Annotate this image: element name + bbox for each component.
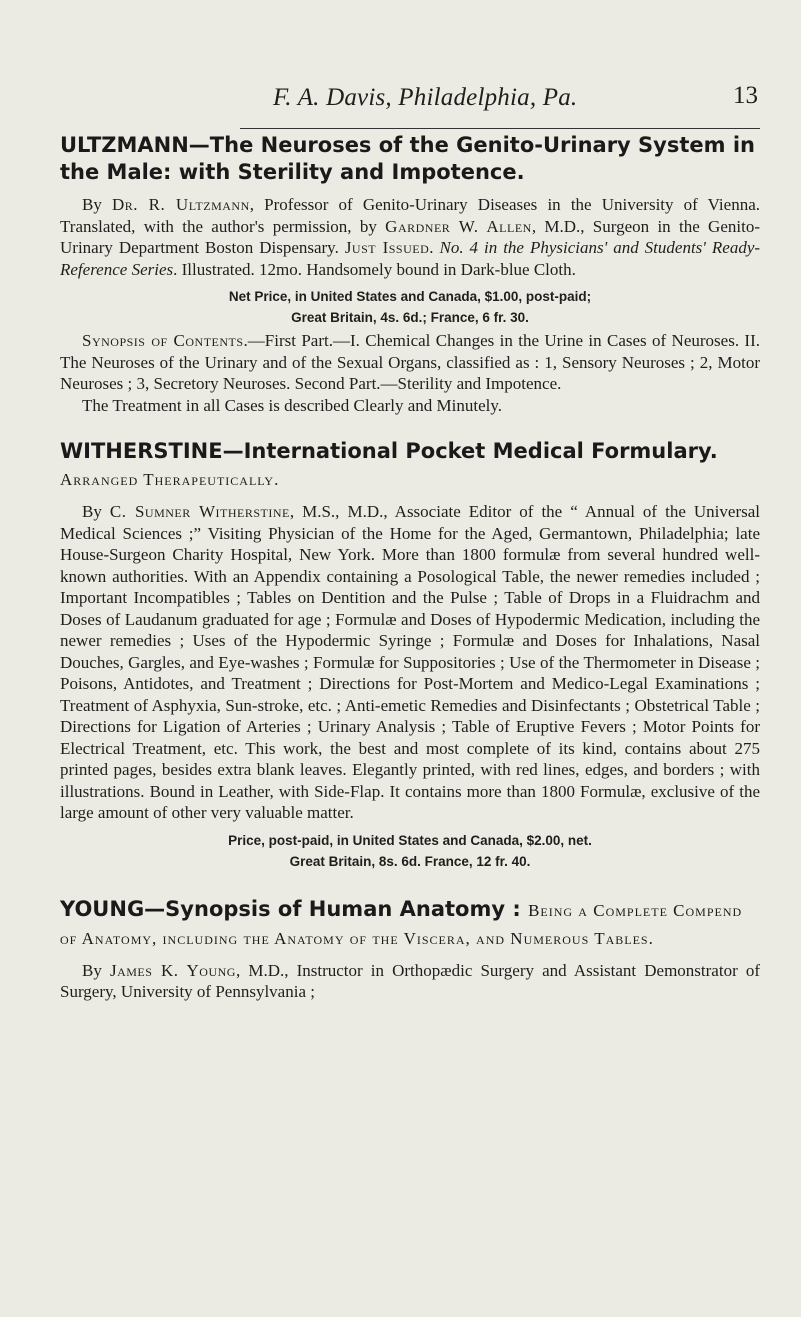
translator-name: Gardner W. Allen (385, 216, 532, 236)
book-entry-young (60, 896, 760, 1003)
header-rule (240, 128, 760, 129)
author-name: James K. Young (109, 960, 236, 980)
price-block (60, 286, 760, 328)
issued-note: Just Issued (344, 238, 430, 257)
entry-subtitle: Being a Complete Compend of Anatomy, including the Anatomy of the Viscera, and Numerous Tables. (60, 900, 743, 948)
entry-title: WITHERSTINE—International Pocket Medical Formulary. (60, 439, 718, 463)
entry-title: YOUNG—Synopsis of Human Anatomy : (60, 896, 529, 921)
publisher-running-title: F. A. Davis, Philadelphia, Pa. (273, 84, 578, 111)
synopsis-label: Synopsis of Contents (82, 331, 244, 350)
price-line: Price, post-paid, in United States and Canada, $2.00, net. (228, 832, 592, 848)
author-name: Dr. R. Ultzmann (112, 195, 250, 214)
price-line: Great Britain, 8s. 6d. France, 12 fr. 40. (289, 853, 531, 869)
book-entry-ultzmann (60, 132, 760, 416)
price-line: Net Price, in United States and Canada, $1.00, post-paid; (228, 289, 592, 304)
catalog-page (60, 0, 760, 1003)
book-entry-witherstine (60, 438, 760, 872)
entry-description: By Dr. R. Ultzmann, Professor of Genito-Urinary Diseases in the University of Vienna. Translated, with the author's permission, by Gardner W. Allen, M.D., Surgeon in the Genito-Urinary Department Boston Dispensary. Just Issued. No. 4 in the Physicians' and Students' Ready-Reference Series. Illustrated. 12mo. Handsomely bound in Dark-blue Cloth. (60, 195, 761, 279)
entry-heading (60, 896, 760, 952)
entry-description: By James K. Young, M.D., Instructor in Orthopædic Surgery and Assistant Demonstrator of Surgery, University of Pennsylvania ; (60, 960, 761, 1001)
price-block (60, 830, 760, 872)
entry-heading (60, 132, 760, 186)
entry-title: ULTZMANN—The Neuroses of the Genito-Urinary System in the Male: with Sterility and Impotence. (60, 133, 755, 184)
page-number: 13 (733, 82, 758, 109)
treatment-note: The Treatment in all Cases is described Clearly and Minutely. (82, 395, 503, 415)
synopsis-paragraph: Synopsis of Contents.—First Part.—I. Chemical Changes in the Urine in Cases of Neuroses. II. The Neuroses of the Urinary and of the Sexual Organs, classified as : 1, Sensory Neuroses ; 2, Motor Neuroses ; 3, Secretory Neuroses. Second Part.—Sterility and Impotence. (60, 331, 761, 393)
running-head (60, 0, 760, 118)
entry-description: By C. Sumner Witherstine, M.S., M.D., Associate Editor of the “ Annual of the Universal Medical Sciences ;” Visiting Physician of the Home for the Aged, Germantown, Philadelphia; late House-Surgeon Charity Hospital, New York. More than 1800 formulæ from several hundred well-known authorities. With an Appendix containing a Posological Table, the newer remedies included ; Important Incompatibles ; Tables on Dentition and the Pulse ; Table of Drops in a Fluidrachm and Doses of Laudanum graduated for age ; Formulæ and Doses of Hypodermic Medication, including the newer remedies ; Uses of the Hypodermic Syringe ; Formulæ and Doses for Inhalations, Nasal Douches, Gargles, and Eye-washes ; Formulæ for Suppositories ; Use of the Thermometer in Disease ; Poisons, Antidotes, and Treatment ; Directions for Post-Mortem and Medico-Legal Examinations ; Treatment of Asphyxia, Sun-stroke, etc. ; Anti-emetic Remedies and Disinfectants ; Obstetrical Table ; Directions for Ligation of Arteries ; Urinary Analysis ; Table of Eruptive Fevers ; Motor Points for Electrical Treatment, etc. This work, the best and most complete of its kind, contains about 275 printed pages, besides extra blank leaves. Elegantly printed, with red lines, edges, and borders ; with illustrations. Bound in Leather, with Side-Flap. It contains more than 1800 Formulæ, exclusive of the large amount of other very valuable matter. (60, 502, 760, 822)
entry-subtitle: Arranged Therapeutically. (60, 470, 280, 489)
series-name: No. 4 in the Physicians' and Students' Ready-Reference Series (60, 238, 761, 279)
entry-heading (60, 438, 760, 493)
price-line: Great Britain, 4s. 6d.; France, 6 fr. 30. (291, 310, 529, 325)
author-name: C. Sumner Witherstine (109, 502, 290, 521)
